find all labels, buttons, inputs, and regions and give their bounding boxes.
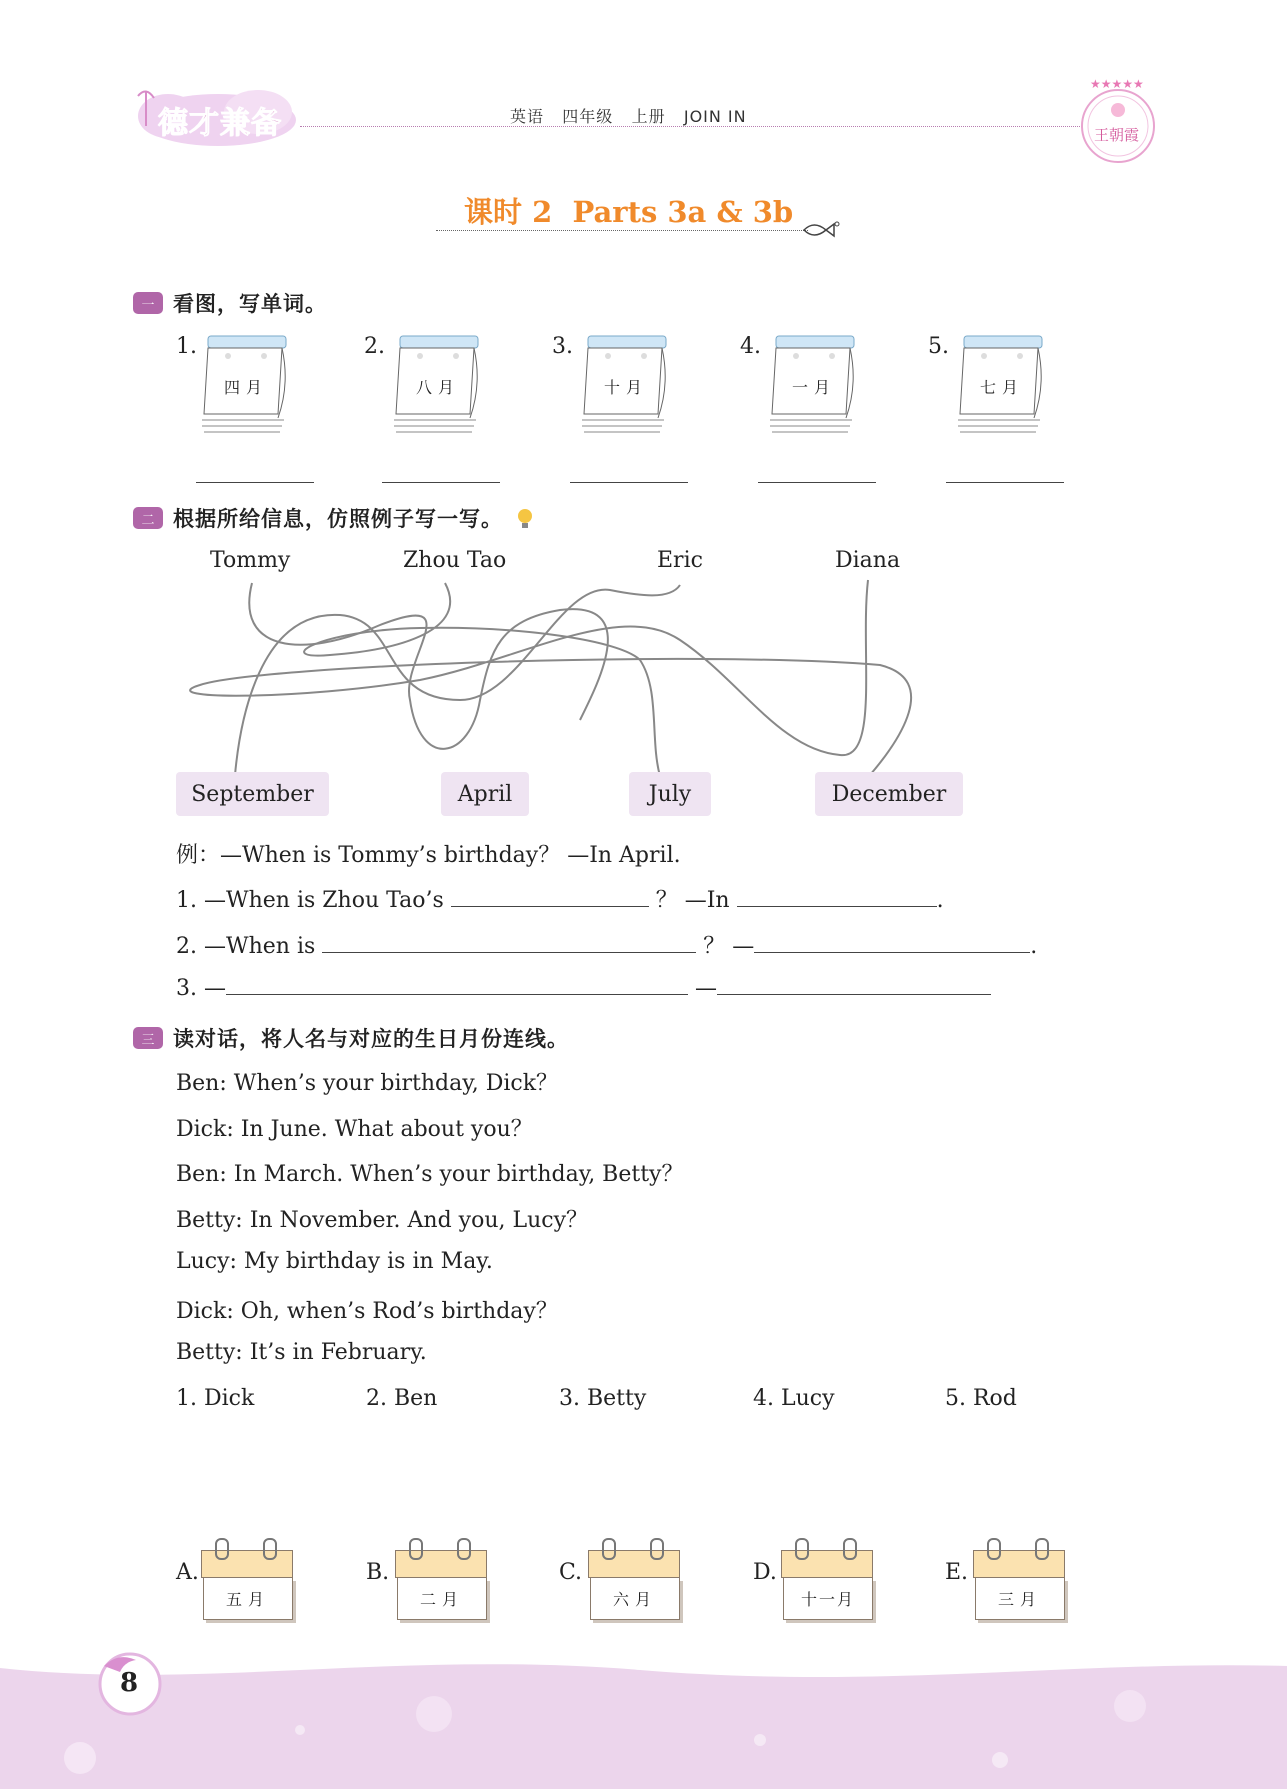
- item-number: 5.: [928, 334, 949, 359]
- q3-part-b: —: [694, 976, 717, 1001]
- brand-text: 德才兼备: [158, 106, 282, 141]
- option-letter: E.: [945, 1560, 969, 1585]
- month-calendar-d[interactable]: [781, 1538, 873, 1620]
- option-letter: A.: [176, 1560, 199, 1585]
- month-box: [629, 772, 711, 816]
- calendar-month: 五月: [225, 1590, 270, 1609]
- calendar-month: 七月: [980, 378, 1025, 397]
- calendar-month: 六月: [612, 1590, 657, 1609]
- header-edition: JOIN IN: [683, 107, 747, 126]
- month-calendar-b[interactable]: [395, 1538, 487, 1620]
- ring-icon: [795, 1538, 809, 1560]
- section2-icon: 二: [133, 507, 163, 529]
- month-calendar-c[interactable]: [588, 1538, 680, 1620]
- month-box: [441, 772, 529, 816]
- item-number: 2.: [364, 334, 385, 359]
- ring-icon: [457, 1538, 471, 1560]
- month-calendar-e[interactable]: [973, 1538, 1065, 1620]
- q2-blank-1[interactable]: [322, 932, 696, 953]
- calendar-body: [203, 1578, 293, 1620]
- question-2: [176, 929, 1037, 960]
- q3-part-a: 3. —: [176, 976, 226, 1001]
- person-option[interactable]: 5. Rod: [945, 1386, 1017, 1411]
- calendar-month: 十月: [604, 378, 649, 397]
- calendar-month: 八月: [416, 378, 461, 397]
- calendar-body: [590, 1578, 680, 1620]
- q1-part-c: .: [936, 888, 944, 913]
- month-label: April: [457, 781, 513, 807]
- header-grade: 四年级: [562, 107, 614, 126]
- q1-part-a: 1. —When is Zhou Tao’s: [176, 888, 444, 913]
- calendar-body: [397, 1578, 487, 1620]
- header-subject: 英语: [510, 107, 545, 126]
- tangled-lines: [0, 0, 1287, 820]
- month-label: July: [648, 781, 692, 807]
- q2-part-c: .: [1030, 934, 1038, 959]
- person-option[interactable]: 4. Lucy: [753, 1386, 835, 1411]
- question-3: [176, 974, 991, 1001]
- dialogue-line: Ben: In March. When’s your birthday, Betty？: [176, 1162, 684, 1187]
- q3-blank-1[interactable]: [226, 974, 688, 995]
- item-number: 1.: [176, 334, 197, 359]
- ring-icon: [650, 1538, 664, 1560]
- dialogue-line: Betty: In November. And you, Lucy？: [176, 1208, 589, 1233]
- section1-icon: 一: [133, 292, 163, 314]
- month-calendar-a[interactable]: [201, 1538, 293, 1620]
- header-volume: 上册: [631, 107, 666, 126]
- calendar-month: 二月: [419, 1590, 464, 1609]
- ring-icon: [409, 1538, 423, 1560]
- question-1: [176, 883, 944, 914]
- calendar-body: [783, 1578, 873, 1620]
- item-number: 4.: [740, 334, 761, 359]
- section3-instruction: 读对话，将人名与对应的生日月份连线。: [173, 1027, 569, 1051]
- dialogue-line: Lucy: My birthday is in May.: [176, 1249, 493, 1274]
- option-letter: D.: [753, 1560, 777, 1585]
- item-number: 3.: [552, 334, 573, 359]
- calendar-month: 四月: [224, 378, 269, 397]
- page-number-badge: [96, 1650, 164, 1718]
- svg-text:★★★★★: ★★★★★: [1090, 77, 1144, 91]
- section2-instruction: 根据所给信息，仿照例子写一写。: [173, 507, 503, 531]
- page-title: 课时 2 Parts 3a & 3b: [464, 195, 794, 229]
- person-option[interactable]: 2. Ben: [366, 1386, 438, 1411]
- person-option[interactable]: 1. Dick: [176, 1386, 255, 1411]
- person-name: Zhou Tao: [403, 548, 507, 573]
- person-name: Eric: [657, 548, 703, 573]
- calendar-body: [975, 1578, 1065, 1620]
- option-letter: B.: [366, 1560, 390, 1585]
- ring-icon: [215, 1538, 229, 1560]
- q3-blank-2[interactable]: [717, 974, 991, 995]
- footer-wave: [0, 1640, 1287, 1789]
- person-name: Diana: [835, 548, 901, 573]
- dialogue-line: Dick: Oh, when’s Rod’s birthday？: [176, 1299, 558, 1324]
- q2-blank-2[interactable]: [754, 932, 1030, 953]
- month-label: September: [191, 781, 314, 807]
- month-label: December: [831, 781, 947, 807]
- calendar-month: 十一月: [800, 1590, 855, 1609]
- q2-part-a: 2. —When is: [176, 934, 316, 959]
- q1-blank-2[interactable]: [737, 886, 937, 907]
- page-number: 8: [120, 1668, 139, 1698]
- section1-instruction: 看图，写单词。: [173, 292, 327, 316]
- seal-text: 王朝霞: [1094, 126, 1140, 144]
- dialogue-line: Betty: It’s in February.: [176, 1340, 427, 1365]
- section3-icon: 三: [133, 1027, 163, 1049]
- q2-part-b: ？ —: [703, 934, 755, 959]
- option-letter: C.: [559, 1560, 583, 1585]
- month-box: [176, 772, 329, 816]
- ring-icon: [263, 1538, 277, 1560]
- section3-header: [133, 1023, 569, 1053]
- dialogue-line: Dick: In June. What about you？: [176, 1117, 533, 1142]
- calendar-month: 一月: [792, 378, 837, 397]
- ring-icon: [602, 1538, 616, 1560]
- ring-icon: [1035, 1538, 1049, 1560]
- dialogue-line: Ben: When’s your birthday, Dick？: [176, 1071, 559, 1096]
- calendar-month: 三月: [997, 1590, 1042, 1609]
- person-name: Tommy: [210, 548, 291, 573]
- q1-blank-1[interactable]: [451, 886, 649, 907]
- q1-part-b: ？ —In: [655, 888, 730, 913]
- ring-icon: [987, 1538, 1001, 1560]
- example-sentence: 例：—When is Tommy’s birthday？ —In April.: [176, 843, 681, 868]
- person-option[interactable]: 3. Betty: [559, 1386, 647, 1411]
- ring-icon: [843, 1538, 857, 1560]
- month-box: [815, 772, 963, 816]
